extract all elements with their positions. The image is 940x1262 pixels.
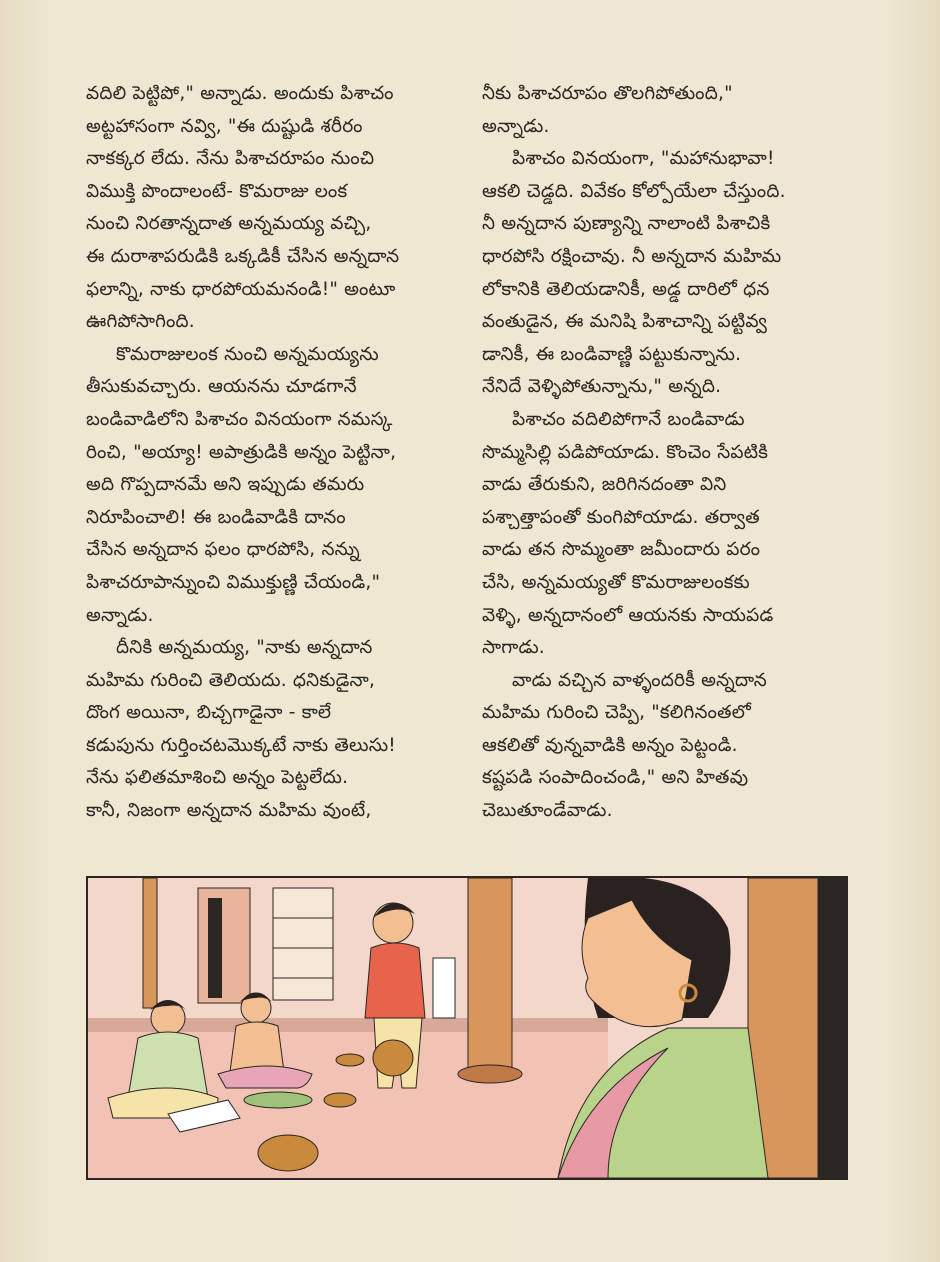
text-line: ఈ దురాశాపరుడికి ఒక్కడికీ చేసిన అన్నదాన [86,245,400,267]
paragraph [86,339,478,632]
paragraph [86,78,478,339]
text-line: అది గొప్పదానమే అని ఇప్పుడు తమరు [86,474,365,496]
wall-shelf [273,888,333,1000]
text-line: మహిమ గురించి చెప్పి, "కలిగినంతలో [482,702,751,724]
paragraph [86,632,478,828]
text-line: వంతుడైన, ఈ మనిషి పిశాచాన్ని పట్టివ్వ [482,311,768,333]
center-pillar [468,878,512,1068]
doorway [198,888,250,1003]
text-line: లోకానికి తెలియడానికీ, అడ్డ దారిలో ధన [482,278,770,300]
text-line: నేనిదే వెళ్ళిపోతున్నాను," అన్నది. [482,376,722,398]
text-line: డానికీ, ఈ బండివాణ్ణి పట్టుకున్నాను. [482,343,742,365]
right-shadow [818,878,846,1178]
paragraph [482,143,874,404]
text-line: రించి, "అయ్యా! అపాత్రుడికి అన్నం పెట్టినా, [86,441,397,463]
text-line: కొమరాజులంక నుంచి అన్నమయ్యను [116,343,379,365]
text-line: నాకక్కర లేదు. నేను పిశాచరూపం నుంచి [86,148,375,170]
text-line: కష్టపడి సంపాదించండి," అని హితవు [482,767,749,789]
text-line: చేసి, అన్నమయ్యతో కొమరాజులంకకు [482,571,750,593]
text-line: పిశాచం వదిలిపోగానే బండివాడు [512,408,745,430]
text-line: నిరూపించాలి! ఈ బండివాడికి దానం [86,506,346,528]
paragraph [482,404,874,665]
text-line: సొమ్మసిల్లి పడిపోయాడు. కొంచెం సేపటికి [482,441,769,463]
pillar-base [458,1065,522,1083]
text-line: తీసుకువచ్చారు. ఆయనను చూడగానే [86,376,357,398]
text-line: వెళ్ళి, అన్నదానంలో ఆయనకు సాయపడ [482,604,774,626]
text-line: నీకు పిశాచరూపం తొలగిపోతుంది," [482,83,733,104]
story-illustration [86,876,848,1180]
text-line: ఆకలితో వున్నవాడికి అన్నం పెట్టండి. [482,734,738,756]
text-line: దొంగ అయినా, బిచ్చగాడైనా - కాలే [86,702,332,724]
text-line: అన్నాడు. [86,604,154,626]
text-line: కడుపును గుర్తించటమొక్కటే నాకు తెలుసు! [86,734,396,756]
text-line: బండివాడిలోని పిశాచం వినయంగా నమస్క [86,408,393,430]
text-line: పిశాచరూపాన్నుంచి విముక్తుణ్ణి చేయండి," [86,571,381,593]
text-line: దీనికి అన్నమయ్య, "నాకు అన్నదాన [116,637,373,659]
text-line: వాడు తన సొమ్మంతా జమీందారు పరం [482,539,761,561]
text-line: పిశాచం వినయంగా, "మహానుభావా! [512,148,775,170]
clay-pot [258,1135,318,1171]
paragraph [482,78,874,143]
left-pillar [143,878,157,1008]
text-line: ఫలాన్ని, నాకు ధారపోయమనండి!" అంటూ [86,278,396,300]
text-line: వదిలి పెట్టిపో," అన్నాడు. అందుకు పిశాచం [86,83,394,104]
bowl [324,1093,356,1107]
illustration-scene [88,878,846,1178]
text-line: ధారపోసి రక్షించావు. నీ అన్నదాన మహిమ [482,245,782,267]
text-line: ఊగిపోసాగింది. [86,311,195,333]
paragraph [482,665,874,828]
text-line: అన్నాడు. [482,115,550,137]
text-line: వాడు వచ్చిన వాళ్ళందరికీ అన్నదాన [512,669,767,691]
text-line: నీ అన్నదాన పుణ్యాన్ని నాలాంటి పిశాచికి [482,213,771,235]
text-line: చెబుతూండేవాడు. [482,800,613,822]
text-line: ఆకలి చెడ్డది. వివేకం కోల్పోయేలా చేస్తుంది. [482,180,786,202]
text-line: విముక్తి పొందాలంటే- కొమరాజు లంక [86,180,348,202]
text-line: అట్టహాసంగా నవ్వి, "ఈ దుష్టుడి శరీరం [86,115,363,137]
text-line: నుంచి నిరతాన్నదాత అన్నమయ్య వచ్చి, [86,213,372,235]
text-line: చేసిన అన్నదాన ఫలం ధారపోసి, నన్ను [86,539,360,561]
text-line: కానీ, నిజంగా అన్నదాన మహిమ వుంటే, [86,800,372,822]
text-line: వాడు తేరుకుని, జరిగినదంతా విని [482,474,727,496]
text-line: మహిమ గురించి తెలియదు. ధనికుడైనా, [86,669,376,691]
right-text-column [482,78,874,828]
door-shadow [208,898,222,998]
text-line: నేను ఫలితమాశించి అన్నం పెట్టలేదు. [86,767,349,789]
bowl [336,1054,364,1066]
text-line: పశ్చాత్తాపంతో కుంగిపోయాడు. తర్వాత [482,506,760,528]
text-line: సాగాడు. [482,637,545,659]
left-text-column [86,78,478,828]
